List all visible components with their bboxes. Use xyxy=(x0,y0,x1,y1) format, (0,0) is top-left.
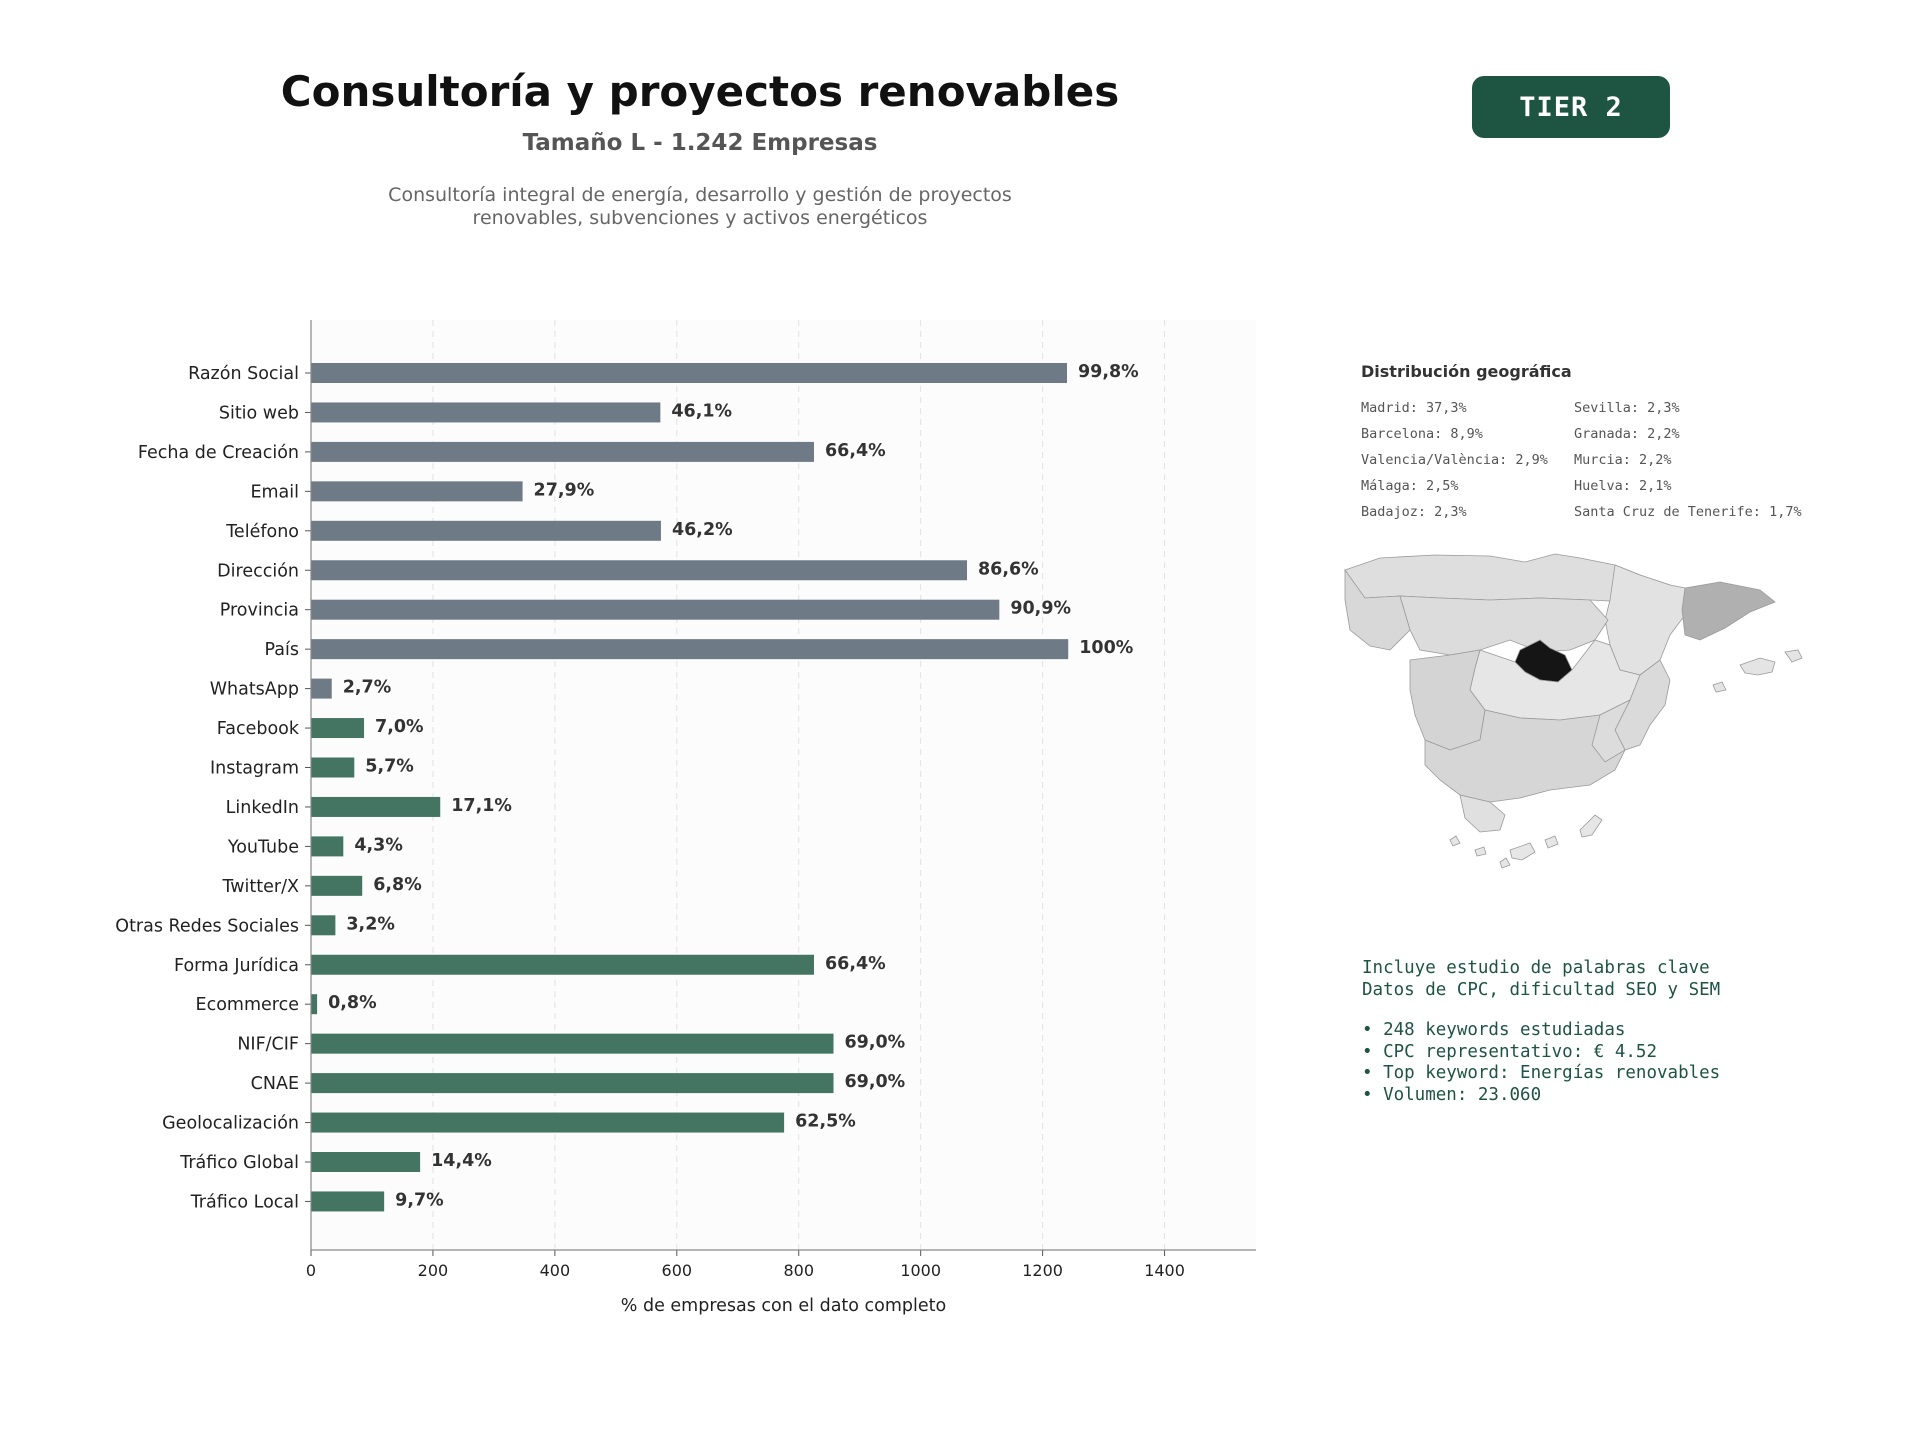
value-label: 3,2% xyxy=(346,914,395,935)
value-label: 5,7% xyxy=(365,756,414,777)
value-label: 9,7% xyxy=(395,1190,444,1211)
bar xyxy=(311,481,523,501)
value-label: 90,9% xyxy=(1010,598,1072,619)
category-label: WhatsApp xyxy=(209,679,299,700)
geo-item: Murcia: 2,2% xyxy=(1574,452,1672,468)
map-region-balearics-3 xyxy=(1713,682,1726,692)
geo-item: Málaga: 2,5% xyxy=(1361,478,1459,494)
value-label: 69,0% xyxy=(844,1032,906,1053)
value-label: 62,5% xyxy=(795,1111,856,1132)
bar xyxy=(311,442,814,462)
x-tick-label: 1200 xyxy=(1022,1261,1063,1280)
category-label: Teléfono xyxy=(226,521,299,542)
geo-distribution-list xyxy=(1361,398,1841,522)
header xyxy=(100,62,1300,230)
map-region-canarias-2 xyxy=(1545,836,1558,848)
map-region-balearics-2 xyxy=(1785,650,1802,662)
bar xyxy=(311,1073,833,1093)
bar xyxy=(311,876,362,896)
category-label: Facebook xyxy=(216,719,299,740)
bar xyxy=(311,994,317,1014)
category-label: Provincia xyxy=(219,600,299,621)
category-label: Instagram xyxy=(209,758,299,779)
category-label: Dirección xyxy=(217,561,299,582)
map-region-catalonia xyxy=(1682,582,1775,640)
bar xyxy=(311,955,814,975)
spain-choropleth-map xyxy=(1340,540,1860,910)
keywords-box xyxy=(1362,958,1720,1106)
bar xyxy=(311,600,999,620)
bar xyxy=(311,1152,420,1172)
value-label: 4,3% xyxy=(354,835,403,856)
x-tick-label: 1400 xyxy=(1144,1261,1185,1280)
map-region-canarias-3 xyxy=(1580,815,1602,837)
value-label: 6,8% xyxy=(373,874,422,895)
category-label: Forma Jurídica xyxy=(174,955,299,976)
bar xyxy=(311,718,364,738)
value-label: 14,4% xyxy=(431,1151,492,1171)
value-label: 27,9% xyxy=(533,480,595,501)
value-label: 7,0% xyxy=(375,717,424,738)
keywords-bullet: • CPC representativo: € 4.52 xyxy=(1362,1041,1658,1062)
category-label: Ecommerce xyxy=(195,995,299,1016)
bar xyxy=(311,797,440,817)
x-axis-title: % de empresas con el dato completo xyxy=(620,1296,947,1316)
category-label: LinkedIn xyxy=(225,797,299,818)
keywords-bullet: • Top keyword: Energías renovables xyxy=(1362,1063,1721,1083)
value-label: 17,1% xyxy=(451,795,512,816)
category-label: Tráfico Global xyxy=(180,1153,299,1173)
geo-item: Badajoz: 2,3% xyxy=(1361,504,1467,520)
bar xyxy=(311,1191,384,1211)
geo-item: Sevilla: 2,3% xyxy=(1574,400,1680,416)
keywords-intro-line-1: Incluye estudio de palabras clave xyxy=(1362,958,1710,978)
x-tick-label: 1000 xyxy=(900,1261,942,1280)
bar xyxy=(311,1113,784,1133)
value-label: 46,1% xyxy=(671,401,733,422)
map-region-canarias-5 xyxy=(1450,836,1460,846)
geo-item: Valencia/València: 2,9% xyxy=(1361,452,1548,468)
value-label: 66,4% xyxy=(824,440,886,461)
value-label: 66,4% xyxy=(824,953,886,974)
map-region-canarias-4 xyxy=(1475,847,1486,856)
value-label: 86,6% xyxy=(978,559,1039,580)
description-line-2: renovables, subvenciones y activos energéticos xyxy=(472,207,928,229)
bar xyxy=(311,639,1068,659)
value-label: 46,2% xyxy=(671,519,733,540)
category-label: Geolocalización xyxy=(162,1113,299,1134)
value-label: 2,7% xyxy=(342,677,392,698)
geo-item: Huelva: 2,1% xyxy=(1574,478,1672,494)
value-label: 99,8% xyxy=(1078,362,1139,382)
geo-item: Granada: 2,2% xyxy=(1574,426,1680,442)
bar xyxy=(311,363,1067,383)
page-title: Consultoría y proyectos renovables xyxy=(280,67,1120,116)
bar xyxy=(311,836,343,856)
category-label: Twitter/X xyxy=(222,876,299,897)
category-label: Otras Redes Sociales xyxy=(115,916,299,937)
map-region-castilla-leon xyxy=(1400,596,1608,655)
category-label: Sitio web xyxy=(218,403,299,424)
value-label: 69,0% xyxy=(844,1072,906,1093)
geo-item: Santa Cruz de Tenerife: 1,7% xyxy=(1574,504,1802,520)
value-label: 100% xyxy=(1079,638,1134,659)
keywords-bullet: • Volumen: 23.060 xyxy=(1362,1084,1542,1105)
category-label: Tráfico Local xyxy=(190,1192,299,1213)
map-region-extremadura xyxy=(1410,650,1485,750)
page-subtitle: Tamaño L - 1.242 Empresas xyxy=(522,130,878,156)
bar xyxy=(311,521,661,541)
category-label: NIF/CIF xyxy=(237,1034,299,1055)
description-line-1: Consultoría integral de energía, desarrollo y gestión de proyectos xyxy=(388,184,1012,206)
category-label: CNAE xyxy=(250,1074,299,1095)
page-description xyxy=(100,184,1300,230)
category-label: Fecha de Creación xyxy=(137,442,299,463)
map-region-balearics xyxy=(1740,658,1775,675)
category-label: Razón Social xyxy=(188,364,299,384)
category-label: YouTube xyxy=(227,837,299,858)
category-label: País xyxy=(264,640,299,661)
tier-badge: TIER 2 xyxy=(1472,76,1670,138)
geo-distribution-title: Distribución geográfica xyxy=(1361,362,1572,381)
x-tick-label: 600 xyxy=(661,1261,693,1280)
map-region-northeast xyxy=(1605,565,1685,675)
value-label: 0,8% xyxy=(328,993,377,1014)
bar xyxy=(311,1034,833,1054)
bar-chart xyxy=(0,300,1280,1340)
geo-item: Madrid: 37,3% xyxy=(1361,400,1467,416)
x-tick-label: 0 xyxy=(305,1261,317,1280)
bar xyxy=(311,679,332,699)
map-region-canarias-1 xyxy=(1510,843,1535,860)
geo-item: Barcelona: 8,9% xyxy=(1361,426,1483,442)
map-region-canarias-6 xyxy=(1500,858,1510,868)
x-tick-label: 800 xyxy=(783,1261,815,1280)
category-label: Email xyxy=(250,482,299,503)
bar xyxy=(311,915,335,935)
bar xyxy=(311,758,354,778)
keywords-bullet: • 248 keywords estudiadas xyxy=(1362,1020,1626,1040)
x-tick-label: 400 xyxy=(539,1261,571,1280)
bar xyxy=(311,560,967,580)
keywords-intro-line-2: Datos de CPC, dificultad SEO y SEM xyxy=(1362,979,1721,1000)
bar xyxy=(311,402,660,422)
x-tick-label: 200 xyxy=(417,1261,449,1280)
